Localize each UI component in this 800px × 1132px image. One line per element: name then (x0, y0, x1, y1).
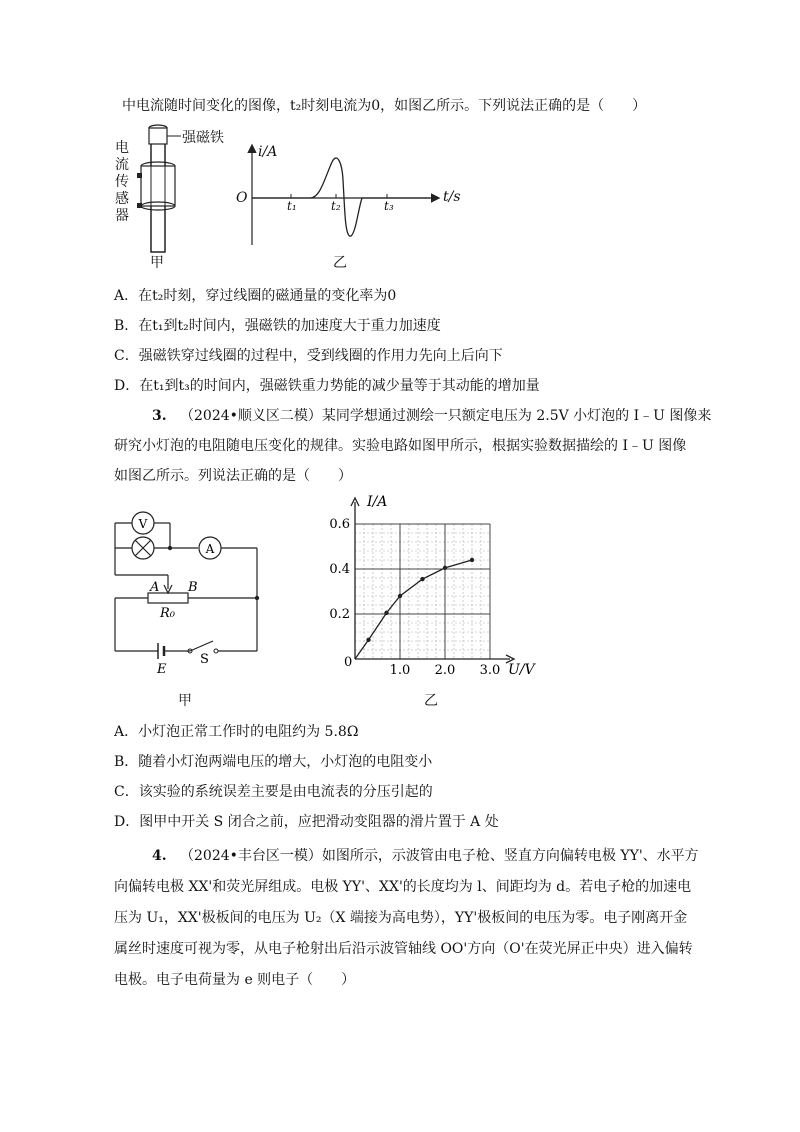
y-tick-label: 0.2 (329, 607, 350, 622)
chart-x-label: U/V (508, 662, 535, 678)
fig-jia-caption: 甲 (150, 255, 164, 271)
chart-caption: 乙 (424, 693, 438, 709)
q3-option-d: D．图甲中开关 S 闭合之前，应把滑动变阻器的滑片置于 A 处 (114, 814, 499, 830)
q3-number: 3. (152, 408, 167, 424)
data-point-1 (366, 638, 370, 642)
tick-t3: t₃ (384, 199, 394, 213)
q3-line-1: （2024•顺义区二模）某同学想通过测绘一只额定电压为 2.5V 小灯泡的 I﹣U 图像来 (180, 408, 712, 424)
coil (141, 166, 175, 206)
q3-option-c: C．该实验的系统误差主要是由电流表的分压引起的 (114, 784, 433, 800)
data-point-4 (420, 577, 424, 581)
q3-line-3: 如图乙所示。列说法正确的是（ ） (114, 468, 352, 484)
iu-curve (355, 560, 472, 659)
switch-label: S (200, 652, 209, 667)
label-a: A (150, 580, 160, 595)
label-b: B (188, 580, 198, 595)
q2-option-d: D．在t₁到t₃的时间内，强磁铁重力势能的减少量等于其动能的增加量 (114, 378, 540, 394)
data-point-6 (470, 558, 474, 562)
resistor-label: R₀ (160, 606, 175, 621)
voltmeter-label: V (138, 517, 148, 531)
x-tick-label: 1.0 (389, 663, 411, 678)
tick-t1: t₁ (287, 199, 297, 213)
tick-t2: t₂ (331, 199, 341, 213)
q4-line-4: 属丝时速度可视为零，从电子枪射出后沿示波管轴线 OO'方向（O'在荧光屏正中央）进入偏转 (114, 941, 693, 957)
current-waveform (252, 158, 430, 236)
circuit-caption: 甲 (178, 693, 192, 709)
y-tick-label: 0.6 (329, 517, 350, 532)
iu-chart (329, 492, 535, 692)
sensor-label: 电 流 传 感 器 (115, 140, 129, 224)
q2-option-a: A．在t₂时刻，穿过线圈的磁通量的变化率为0 (114, 288, 397, 304)
magnet-label: 强磁铁 (182, 130, 224, 146)
sensor-connector-bottom (137, 203, 142, 208)
q3-line-2: 研究小灯泡的电阻随电压变化的规律。实验电路如图甲所示，根据实验数据描绘的 I﹣U 图像 (114, 438, 687, 454)
x-tick-label: 3.0 (479, 663, 501, 678)
q4-line-5: 电极。电子电荷量为 e 则电子（ ） (114, 972, 356, 988)
chart-y-label: I/A (367, 494, 388, 510)
y-tick-label: 0.4 (329, 562, 350, 577)
ammeter-label: A (205, 542, 215, 556)
sensor-connector-top (137, 173, 142, 178)
data-point-2 (384, 611, 388, 615)
q2-option-c: C．强磁铁穿过线圈的过程中，受到线圈的作用力先向上后向下 (114, 348, 503, 364)
fig-yi-caption: 乙 (333, 255, 347, 271)
q4-line-1: （2024•丰台区一模）如图所示，示波管由电子枪、竖直方向偏转电极 YY'、水平方 (180, 848, 699, 864)
chart-origin-label: 0 (344, 655, 353, 670)
q3-option-b: B．随着小灯泡两端电压的增大，小灯泡的电阻变小 (114, 754, 433, 770)
q4-line-2: 向偏转电极 XX'和荧光屏组成。电极 YY'、XX'的长度均为 l、间距均为 d。若电子枪的加速电 (114, 879, 692, 895)
q3-option-a: A．小灯泡正常工作时的电阻约为 5.8Ω (114, 724, 359, 740)
t-axis-label: t/s (443, 189, 461, 205)
battery-label: E (157, 662, 167, 677)
q2-option-b: B．在t₁到t₂时间内，强磁铁的加速度大于重力加速度 (114, 318, 441, 334)
i-axis-label: i/A (258, 144, 278, 160)
q2-stem-line: 中电流随时间变化的图像，t₂时刻电流为0，如图乙所示。下列说法正确的是（ ） (122, 98, 647, 114)
x-tick-label: 2.0 (434, 663, 456, 678)
origin-label: O (236, 190, 248, 206)
strong-magnet (149, 128, 167, 144)
switch-blade (190, 641, 213, 651)
data-point-5 (443, 566, 447, 570)
q4-line-3: 压为 U₁，XX'极板间的电压为 U₂（X 端接为高电势），YY'极板间的电压为零。电子刚离开金 (114, 910, 688, 926)
q4-number: 4. (152, 848, 167, 864)
data-point-3 (398, 594, 402, 598)
circuit-diagram (100, 505, 280, 680)
